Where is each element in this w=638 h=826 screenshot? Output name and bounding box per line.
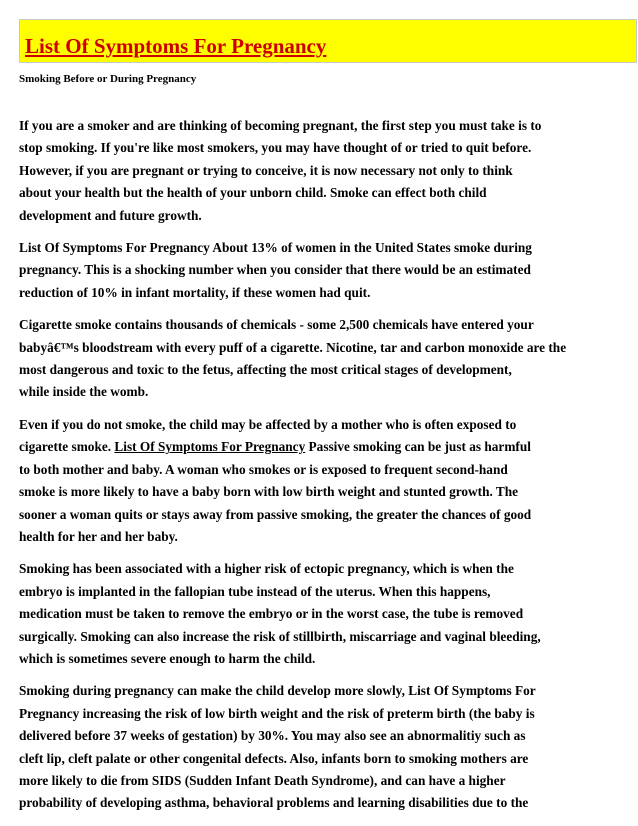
text-line: smoke is more likely to have a baby born with low birth weight and stunted growth. The [19, 484, 519, 500]
paragraph-1 [19, 115, 638, 227]
paragraph-5 [19, 558, 638, 670]
text-line: to both mother and baby. A woman who smokes or is exposed to frequent second-hand [19, 461, 508, 477]
paragraph-4 [19, 414, 638, 548]
text-line: List Of Symptoms For Pregnancy About 13% of women in the United States smoke during [19, 240, 532, 256]
text-line: Cigarette smoke contains thousands of chemicals - some 2,500 chemicals have entered your [19, 317, 534, 333]
text-line: development and future growth. [19, 207, 202, 223]
text-line: health for her and her baby. [19, 528, 178, 544]
text-line: If you are a smoker and are thinking of becoming pregnant, the first step you must take is to [19, 118, 542, 133]
text-line: However, if you are pregnant or trying to conceive, it is now necessary not only to think [19, 162, 513, 178]
text-line: Pregnancy increasing the risk of low birth weight and the risk of preterm birth (the baby is [19, 705, 535, 721]
paragraph-3 [19, 314, 638, 404]
article-body [19, 115, 638, 815]
document-page [19, 19, 638, 825]
page-subtitle: Smoking Before or During Pregnancy [19, 73, 197, 85]
text-line: most dangerous and toxic to the fetus, affecting the most critical stages of development, [19, 362, 512, 378]
text-segment: Passive smoking can be just as harmful [305, 439, 531, 455]
text-line: sooner a woman quits or stays away from passive smoking, the greater the chances of good [19, 506, 532, 522]
text-line: babyâ€™s bloodstream with every puff of a cigarette. Nicotine, tar and carbon monoxide are the [19, 339, 567, 355]
text-line: Even if you do not smoke, the child may be affected by a mother who is often exposed to [19, 416, 517, 432]
page-title[interactable]: List Of Symptoms For Pregnancy [25, 34, 327, 58]
text-line: reduction of 10% in infant mortality, if these women had quit. [19, 284, 371, 300]
paragraph-6 [19, 680, 638, 814]
text-line: while inside the womb. [19, 384, 149, 400]
text-line: medication must be taken to remove the embryo or in the worst case, the tube is removed [19, 606, 524, 622]
text-line: stop smoking. If you're like most smokers, you may have thought of or tried to quit before. [19, 140, 532, 156]
text-line: embryo is implanted in the fallopian tube instead of the uterus. When this happens, [19, 583, 491, 599]
inline-link[interactable]: List Of Symptoms For Pregnancy [114, 439, 306, 455]
text-line: pregnancy. This is a shocking number when you consider that there would be an estimated [19, 262, 531, 278]
text-line: Smoking during pregnancy can make the child develop more slowly, List Of Symptoms For [19, 683, 536, 699]
text-line: cleft lip, cleft palate or other congenital defects. Also, infants born to smoking mothers are [19, 750, 529, 766]
text-line: about your health but the health of your unborn child. Smoke can effect both child [19, 185, 487, 201]
text-line: Smoking has been associated with a higher risk of ectopic pregnancy, which is when the [19, 561, 514, 577]
text-line: probability of developing asthma, behavioral problems and learning disabilities due to the [19, 795, 529, 811]
text-line [19, 436, 638, 458]
text-line: which is sometimes severe enough to harm the child. [19, 650, 316, 666]
paragraph-2 [19, 237, 638, 304]
text-segment: cigarette smoke. [19, 439, 115, 455]
text-line: surgically. Smoking can also increase the risk of stillbirth, miscarriage and vaginal bleeding, [19, 628, 541, 644]
text-line: more likely to die from SIDS (Sudden Infant Death Syndrome), and can have a higher [19, 772, 506, 788]
title-banner [19, 19, 637, 63]
text-line: delivered before 37 weeks of gestation) by 30%. You may also see an abnormalitiy such as [19, 728, 526, 744]
